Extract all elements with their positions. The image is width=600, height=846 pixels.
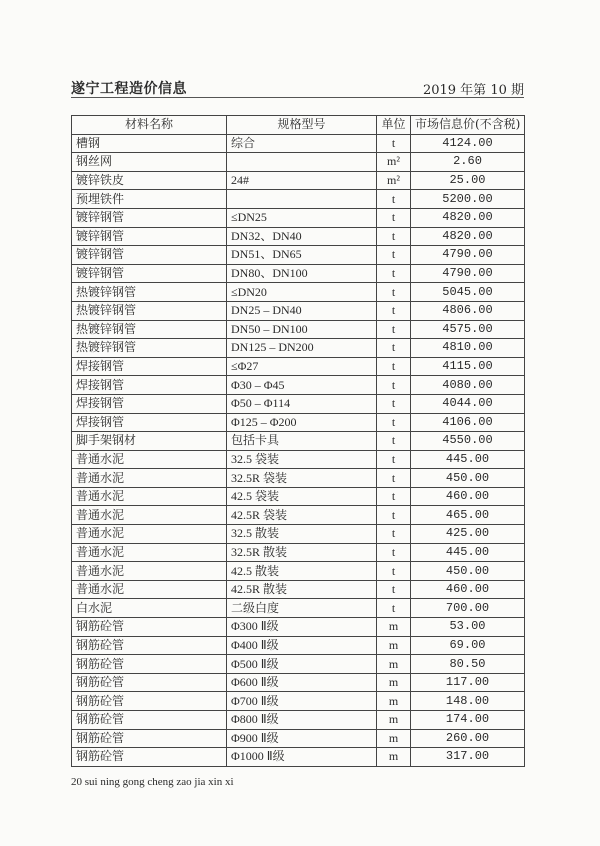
unit-cell: t bbox=[377, 227, 411, 246]
material-name-cell: 钢筋砼管 bbox=[72, 692, 227, 711]
unit-cell: m bbox=[377, 618, 411, 637]
spec-cell: 包括卡具 bbox=[227, 432, 377, 451]
material-name-cell: 钢筋砼管 bbox=[72, 711, 227, 730]
price-cell: 4124.00 bbox=[411, 134, 525, 153]
spec-cell: Φ400 Ⅱ级 bbox=[227, 636, 377, 655]
spec-cell: 42.5 散装 bbox=[227, 562, 377, 581]
unit-cell: t bbox=[377, 376, 411, 395]
price-cell: 460.00 bbox=[411, 487, 525, 506]
spec-cell: 42.5R 散装 bbox=[227, 580, 377, 599]
table-row bbox=[72, 636, 525, 655]
unit-cell: m bbox=[377, 692, 411, 711]
price-cell: 2.60 bbox=[411, 153, 525, 172]
unit-cell: m bbox=[377, 673, 411, 692]
unit-cell: t bbox=[377, 320, 411, 339]
material-name-cell: 钢筋砼管 bbox=[72, 655, 227, 674]
page-footer: 20 sui ning gong cheng zao jia xin xi bbox=[71, 776, 234, 788]
publication-title: 遂宁工程造价信息 bbox=[71, 81, 187, 97]
table-row bbox=[72, 655, 525, 674]
spec-cell: 32.5R 散装 bbox=[227, 543, 377, 562]
unit-cell: m² bbox=[377, 171, 411, 190]
table-row bbox=[72, 320, 525, 339]
material-name-cell: 普通水泥 bbox=[72, 562, 227, 581]
table-row bbox=[72, 394, 525, 413]
price-cell: 4044.00 bbox=[411, 394, 525, 413]
spec-cell: Φ125 – Φ200 bbox=[227, 413, 377, 432]
material-name-cell: 镀锌钢管 bbox=[72, 208, 227, 227]
spec-cell: ≤Φ27 bbox=[227, 357, 377, 376]
unit-cell: t bbox=[377, 487, 411, 506]
price-cell: 4080.00 bbox=[411, 376, 525, 395]
material-name-cell: 焊接钢管 bbox=[72, 376, 227, 395]
spec-cell: ≤DN25 bbox=[227, 208, 377, 227]
unit-cell: t bbox=[377, 394, 411, 413]
table-row bbox=[72, 469, 525, 488]
material-name-cell: 普通水泥 bbox=[72, 525, 227, 544]
table-row bbox=[72, 692, 525, 711]
material-name-cell: 槽钢 bbox=[72, 134, 227, 153]
material-name-cell: 钢筋砼管 bbox=[72, 673, 227, 692]
table-row bbox=[72, 432, 525, 451]
spec-cell: Φ500 Ⅱ级 bbox=[227, 655, 377, 674]
price-cell: 4806.00 bbox=[411, 301, 525, 320]
material-name-cell: 焊接钢管 bbox=[72, 413, 227, 432]
table-row bbox=[72, 301, 525, 320]
material-name-cell: 热镀锌钢管 bbox=[72, 301, 227, 320]
spec-cell: Φ800 Ⅱ级 bbox=[227, 711, 377, 730]
table-row bbox=[72, 153, 525, 172]
price-cell: 460.00 bbox=[411, 580, 525, 599]
material-name-cell: 热镀锌钢管 bbox=[72, 320, 227, 339]
table-row bbox=[72, 208, 525, 227]
table-row bbox=[72, 339, 525, 358]
price-cell: 425.00 bbox=[411, 525, 525, 544]
price-cell: 174.00 bbox=[411, 711, 525, 730]
material-name-cell: 普通水泥 bbox=[72, 450, 227, 469]
price-cell: 80.50 bbox=[411, 655, 525, 674]
spec-cell: DN125 – DN200 bbox=[227, 339, 377, 358]
price-cell: 700.00 bbox=[411, 599, 525, 618]
unit-cell: t bbox=[377, 469, 411, 488]
material-name-cell: 热镀锌钢管 bbox=[72, 339, 227, 358]
price-cell: 4820.00 bbox=[411, 227, 525, 246]
unit-cell: t bbox=[377, 357, 411, 376]
table-row bbox=[72, 748, 525, 767]
material-name-cell: 脚手架钢材 bbox=[72, 432, 227, 451]
material-name-cell: 焊接钢管 bbox=[72, 357, 227, 376]
column-header-name: 材料名称 bbox=[72, 116, 227, 135]
price-cell: 4575.00 bbox=[411, 320, 525, 339]
table-row bbox=[72, 673, 525, 692]
table-row bbox=[72, 190, 525, 209]
table-row bbox=[72, 134, 525, 153]
price-cell: 445.00 bbox=[411, 543, 525, 562]
unit-cell: t bbox=[377, 339, 411, 358]
price-cell: 25.00 bbox=[411, 171, 525, 190]
material-name-cell: 钢丝网 bbox=[72, 153, 227, 172]
price-cell: 4106.00 bbox=[411, 413, 525, 432]
unit-cell: m bbox=[377, 655, 411, 674]
material-name-cell: 白水泥 bbox=[72, 599, 227, 618]
spec-cell: DN51、DN65 bbox=[227, 246, 377, 265]
spec-cell: DN25 – DN40 bbox=[227, 301, 377, 320]
table-header-row bbox=[72, 116, 525, 135]
table-row bbox=[72, 227, 525, 246]
spec-cell: DN50 – DN100 bbox=[227, 320, 377, 339]
material-name-cell: 镀锌钢管 bbox=[72, 227, 227, 246]
table-row bbox=[72, 283, 525, 302]
table-row bbox=[72, 413, 525, 432]
price-cell: 53.00 bbox=[411, 618, 525, 637]
spec-cell: Φ300 Ⅱ级 bbox=[227, 618, 377, 637]
unit-cell: t bbox=[377, 562, 411, 581]
spec-cell: 42.5 袋装 bbox=[227, 487, 377, 506]
spec-cell: Φ600 Ⅱ级 bbox=[227, 673, 377, 692]
material-name-cell: 钢筋砼管 bbox=[72, 748, 227, 767]
spec-cell: 32.5 散装 bbox=[227, 525, 377, 544]
column-header-price: 市场信息价(不含税) bbox=[411, 116, 525, 135]
unit-cell: t bbox=[377, 246, 411, 265]
table-row bbox=[72, 711, 525, 730]
material-name-cell: 普通水泥 bbox=[72, 580, 227, 599]
spec-cell: Φ1000 Ⅱ级 bbox=[227, 748, 377, 767]
unit-cell: t bbox=[377, 580, 411, 599]
price-cell: 450.00 bbox=[411, 562, 525, 581]
spec-cell bbox=[227, 190, 377, 209]
price-cell: 260.00 bbox=[411, 729, 525, 748]
spec-cell: Φ700 Ⅱ级 bbox=[227, 692, 377, 711]
table-row bbox=[72, 376, 525, 395]
unit-cell: t bbox=[377, 134, 411, 153]
header-divider bbox=[71, 97, 524, 98]
material-name-cell: 镀锌铁皮 bbox=[72, 171, 227, 190]
price-cell: 317.00 bbox=[411, 748, 525, 767]
material-name-cell: 普通水泥 bbox=[72, 543, 227, 562]
spec-cell: DN80、DN100 bbox=[227, 264, 377, 283]
unit-cell: m bbox=[377, 636, 411, 655]
unit-cell: m bbox=[377, 748, 411, 767]
unit-cell: t bbox=[377, 525, 411, 544]
table-row bbox=[72, 543, 525, 562]
table-row bbox=[72, 599, 525, 618]
table-row bbox=[72, 729, 525, 748]
table-row bbox=[72, 487, 525, 506]
price-cell: 4790.00 bbox=[411, 246, 525, 265]
material-name-cell: 普通水泥 bbox=[72, 487, 227, 506]
price-cell: 148.00 bbox=[411, 692, 525, 711]
table-row bbox=[72, 357, 525, 376]
material-name-cell: 钢筋砼管 bbox=[72, 729, 227, 748]
spec-cell: 32.5 袋装 bbox=[227, 450, 377, 469]
table-row bbox=[72, 246, 525, 265]
column-header-spec: 规格型号 bbox=[227, 116, 377, 135]
spec-cell: 综合 bbox=[227, 134, 377, 153]
price-cell: 69.00 bbox=[411, 636, 525, 655]
spec-cell: Φ900 Ⅱ级 bbox=[227, 729, 377, 748]
material-name-cell: 预埋铁件 bbox=[72, 190, 227, 209]
price-cell: 5200.00 bbox=[411, 190, 525, 209]
table-row bbox=[72, 580, 525, 599]
unit-cell: t bbox=[377, 283, 411, 302]
material-name-cell: 钢筋砼管 bbox=[72, 636, 227, 655]
unit-cell: m² bbox=[377, 153, 411, 172]
spec-cell: 42.5R 袋装 bbox=[227, 506, 377, 525]
table-row bbox=[72, 450, 525, 469]
price-cell: 445.00 bbox=[411, 450, 525, 469]
price-cell: 4790.00 bbox=[411, 264, 525, 283]
unit-cell: t bbox=[377, 432, 411, 451]
unit-cell: t bbox=[377, 301, 411, 320]
table-row bbox=[72, 562, 525, 581]
spec-cell: ≤DN20 bbox=[227, 283, 377, 302]
spec-cell: 24# bbox=[227, 171, 377, 190]
spec-cell: Φ50 – Φ114 bbox=[227, 394, 377, 413]
price-cell: 450.00 bbox=[411, 469, 525, 488]
table-row bbox=[72, 171, 525, 190]
spec-cell bbox=[227, 153, 377, 172]
material-name-cell: 普通水泥 bbox=[72, 469, 227, 488]
column-header-unit: 单位 bbox=[377, 116, 411, 135]
material-name-cell: 钢筋砼管 bbox=[72, 618, 227, 637]
spec-cell: Φ30 – Φ45 bbox=[227, 376, 377, 395]
spec-cell: 二级白度 bbox=[227, 599, 377, 618]
table-row bbox=[72, 506, 525, 525]
unit-cell: m bbox=[377, 729, 411, 748]
issue-label: 2019 年第 10 期 bbox=[422, 83, 524, 98]
table-row bbox=[72, 525, 525, 544]
price-table bbox=[71, 115, 525, 767]
spec-cell: 32.5R 袋装 bbox=[227, 469, 377, 488]
spec-cell: DN32、DN40 bbox=[227, 227, 377, 246]
price-cell: 4115.00 bbox=[411, 357, 525, 376]
price-cell: 4550.00 bbox=[411, 432, 525, 451]
price-cell: 465.00 bbox=[411, 506, 525, 525]
price-cell: 4810.00 bbox=[411, 339, 525, 358]
table-row bbox=[72, 618, 525, 637]
price-cell: 5045.00 bbox=[411, 283, 525, 302]
price-cell: 117.00 bbox=[411, 673, 525, 692]
material-name-cell: 焊接钢管 bbox=[72, 394, 227, 413]
unit-cell: t bbox=[377, 208, 411, 227]
table-row bbox=[72, 264, 525, 283]
material-name-cell: 热镀锌钢管 bbox=[72, 283, 227, 302]
unit-cell: t bbox=[377, 599, 411, 618]
unit-cell: t bbox=[377, 450, 411, 469]
material-name-cell: 普通水泥 bbox=[72, 506, 227, 525]
unit-cell: t bbox=[377, 264, 411, 283]
material-name-cell: 镀锌钢管 bbox=[72, 264, 227, 283]
unit-cell: t bbox=[377, 413, 411, 432]
unit-cell: m bbox=[377, 711, 411, 730]
price-cell: 4820.00 bbox=[411, 208, 525, 227]
unit-cell: t bbox=[377, 543, 411, 562]
unit-cell: t bbox=[377, 190, 411, 209]
material-name-cell: 镀锌钢管 bbox=[72, 246, 227, 265]
unit-cell: t bbox=[377, 506, 411, 525]
